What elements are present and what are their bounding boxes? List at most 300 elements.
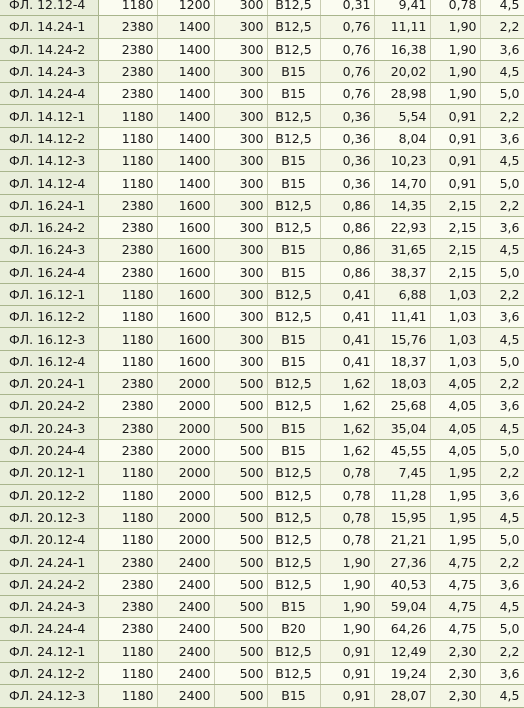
cell-slab-mark: ФЛ. 16.24-4 bbox=[0, 261, 98, 283]
cell-load: 4,5 bbox=[480, 506, 524, 528]
table-row bbox=[0, 395, 524, 417]
cell-volume: 1,62 bbox=[320, 417, 374, 439]
cell-width: 2400 bbox=[157, 596, 214, 618]
cell-width: 2000 bbox=[157, 439, 214, 461]
cell-length: 1180 bbox=[98, 0, 157, 16]
cell-reinforcement-mass: 27,36 bbox=[374, 551, 430, 573]
cell-height: 300 bbox=[214, 172, 267, 194]
cell-volume: 0,86 bbox=[320, 261, 374, 283]
cell-reinforcement-mass: 8,04 bbox=[374, 127, 430, 149]
cell-reinforcement-mass: 6,88 bbox=[374, 283, 430, 305]
cell-weight: 2,15 bbox=[430, 194, 480, 216]
cell-height: 500 bbox=[214, 462, 267, 484]
cell-weight: 1,90 bbox=[430, 83, 480, 105]
cell-concrete-class: B15 bbox=[267, 172, 320, 194]
cell-width: 2000 bbox=[157, 462, 214, 484]
cell-width: 1200 bbox=[157, 0, 214, 16]
cell-width: 2400 bbox=[157, 662, 214, 684]
cell-volume: 0,78 bbox=[320, 506, 374, 528]
cell-weight: 0,91 bbox=[430, 172, 480, 194]
cell-height: 300 bbox=[214, 16, 267, 38]
table-row bbox=[0, 216, 524, 238]
cell-reinforcement-mass: 45,55 bbox=[374, 439, 430, 461]
cell-volume: 0,76 bbox=[320, 16, 374, 38]
cell-slab-mark: ФЛ. 24.24-2 bbox=[0, 573, 98, 595]
table-row bbox=[0, 685, 524, 707]
cell-height: 500 bbox=[214, 573, 267, 595]
cell-weight: 2,15 bbox=[430, 261, 480, 283]
cell-concrete-class: B12,5 bbox=[267, 38, 320, 60]
cell-width: 1400 bbox=[157, 16, 214, 38]
cell-length: 2380 bbox=[98, 60, 157, 82]
cell-load: 2,2 bbox=[480, 283, 524, 305]
cell-width: 1600 bbox=[157, 261, 214, 283]
cell-reinforcement-mass: 31,65 bbox=[374, 239, 430, 261]
cell-width: 1400 bbox=[157, 127, 214, 149]
table-row bbox=[0, 618, 524, 640]
cell-length: 1180 bbox=[98, 350, 157, 372]
cell-height: 500 bbox=[214, 551, 267, 573]
cell-reinforcement-mass: 22,93 bbox=[374, 216, 430, 238]
cell-load: 2,2 bbox=[480, 373, 524, 395]
cell-volume: 0,86 bbox=[320, 216, 374, 238]
cell-width: 1400 bbox=[157, 60, 214, 82]
cell-load: 4,5 bbox=[480, 596, 524, 618]
cell-volume: 0,76 bbox=[320, 60, 374, 82]
cell-slab-mark: ФЛ. 14.24-4 bbox=[0, 83, 98, 105]
cell-load: 2,2 bbox=[480, 194, 524, 216]
table-row bbox=[0, 640, 524, 662]
cell-concrete-class: B12,5 bbox=[267, 529, 320, 551]
cell-weight: 2,30 bbox=[430, 662, 480, 684]
table-row bbox=[0, 239, 524, 261]
cell-width: 2000 bbox=[157, 529, 214, 551]
cell-weight: 1,95 bbox=[430, 529, 480, 551]
cell-height: 500 bbox=[214, 596, 267, 618]
cell-slab-mark: ФЛ. 24.12-1 bbox=[0, 640, 98, 662]
cell-load: 3,6 bbox=[480, 662, 524, 684]
cell-concrete-class: B15 bbox=[267, 596, 320, 618]
cell-length: 2380 bbox=[98, 261, 157, 283]
cell-reinforcement-mass: 64,26 bbox=[374, 618, 430, 640]
cell-reinforcement-mass: 38,37 bbox=[374, 261, 430, 283]
cell-slab-mark: ФЛ. 20.12-4 bbox=[0, 529, 98, 551]
cell-length: 2380 bbox=[98, 551, 157, 573]
cell-height: 300 bbox=[214, 127, 267, 149]
cell-slab-mark: ФЛ. 20.24-3 bbox=[0, 417, 98, 439]
cell-length: 1180 bbox=[98, 105, 157, 127]
cell-volume: 0,78 bbox=[320, 529, 374, 551]
cell-length: 1180 bbox=[98, 662, 157, 684]
cell-concrete-class: B15 bbox=[267, 60, 320, 82]
cell-length: 1180 bbox=[98, 328, 157, 350]
cell-volume: 0,36 bbox=[320, 105, 374, 127]
cell-load: 5,0 bbox=[480, 439, 524, 461]
cell-reinforcement-mass: 40,53 bbox=[374, 573, 430, 595]
cell-slab-mark: ФЛ. 24.12-3 bbox=[0, 685, 98, 707]
cell-load: 4,5 bbox=[480, 685, 524, 707]
cell-length: 1180 bbox=[98, 306, 157, 328]
cell-volume: 0,78 bbox=[320, 484, 374, 506]
cell-length: 2380 bbox=[98, 373, 157, 395]
cell-reinforcement-mass: 11,41 bbox=[374, 306, 430, 328]
cell-volume: 1,90 bbox=[320, 618, 374, 640]
cell-slab-mark: ФЛ. 24.24-1 bbox=[0, 551, 98, 573]
cell-width: 1600 bbox=[157, 306, 214, 328]
table-row bbox=[0, 306, 524, 328]
cell-weight: 2,30 bbox=[430, 640, 480, 662]
table-row bbox=[0, 328, 524, 350]
cell-weight: 2,15 bbox=[430, 216, 480, 238]
cell-length: 2380 bbox=[98, 38, 157, 60]
cell-load: 3,6 bbox=[480, 127, 524, 149]
cell-load: 2,2 bbox=[480, 551, 524, 573]
table-row bbox=[0, 417, 524, 439]
cell-length: 2380 bbox=[98, 239, 157, 261]
cell-volume: 1,62 bbox=[320, 439, 374, 461]
cell-reinforcement-mass: 18,03 bbox=[374, 373, 430, 395]
cell-slab-mark: ФЛ. 24.24-3 bbox=[0, 596, 98, 618]
cell-weight: 1,90 bbox=[430, 60, 480, 82]
cell-reinforcement-mass: 15,95 bbox=[374, 506, 430, 528]
cell-concrete-class: B15 bbox=[267, 83, 320, 105]
cell-height: 300 bbox=[214, 150, 267, 172]
cell-reinforcement-mass: 15,76 bbox=[374, 328, 430, 350]
table-row bbox=[0, 439, 524, 461]
cell-width: 2000 bbox=[157, 373, 214, 395]
cell-concrete-class: B12,5 bbox=[267, 551, 320, 573]
table-row bbox=[0, 38, 524, 60]
cell-reinforcement-mass: 18,37 bbox=[374, 350, 430, 372]
cell-length: 2380 bbox=[98, 573, 157, 595]
cell-weight: 1,90 bbox=[430, 16, 480, 38]
cell-width: 2400 bbox=[157, 640, 214, 662]
cell-width: 2000 bbox=[157, 506, 214, 528]
cell-height: 500 bbox=[214, 506, 267, 528]
table-row bbox=[0, 261, 524, 283]
cell-slab-mark: ФЛ. 20.12-3 bbox=[0, 506, 98, 528]
cell-width: 1600 bbox=[157, 194, 214, 216]
cell-concrete-class: B12,5 bbox=[267, 216, 320, 238]
cell-slab-mark: ФЛ. 16.24-1 bbox=[0, 194, 98, 216]
cell-volume: 0,91 bbox=[320, 685, 374, 707]
cell-height: 300 bbox=[214, 194, 267, 216]
cell-reinforcement-mass: 11,11 bbox=[374, 16, 430, 38]
cell-load: 5,0 bbox=[480, 618, 524, 640]
cell-reinforcement-mass: 7,45 bbox=[374, 462, 430, 484]
cell-slab-mark: ФЛ. 16.24-3 bbox=[0, 239, 98, 261]
table-row bbox=[0, 172, 524, 194]
cell-volume: 0,41 bbox=[320, 350, 374, 372]
table-row bbox=[0, 60, 524, 82]
cell-concrete-class: B12,5 bbox=[267, 373, 320, 395]
cell-height: 500 bbox=[214, 618, 267, 640]
cell-length: 2380 bbox=[98, 83, 157, 105]
cell-concrete-class: B12,5 bbox=[267, 283, 320, 305]
cell-reinforcement-mass: 14,70 bbox=[374, 172, 430, 194]
cell-height: 500 bbox=[214, 417, 267, 439]
cell-volume: 1,90 bbox=[320, 596, 374, 618]
cell-load: 4,5 bbox=[480, 150, 524, 172]
cell-slab-mark: ФЛ. 16.12-2 bbox=[0, 306, 98, 328]
cell-length: 1180 bbox=[98, 150, 157, 172]
cell-width: 1600 bbox=[157, 239, 214, 261]
cell-slab-mark: ФЛ. 12.12-4 bbox=[0, 0, 98, 16]
table-row bbox=[0, 283, 524, 305]
cell-load: 4,5 bbox=[480, 239, 524, 261]
cell-height: 500 bbox=[214, 640, 267, 662]
cell-reinforcement-mass: 10,23 bbox=[374, 150, 430, 172]
cell-volume: 0,36 bbox=[320, 127, 374, 149]
cell-concrete-class: B12,5 bbox=[267, 194, 320, 216]
cell-concrete-class: B15 bbox=[267, 439, 320, 461]
cell-volume: 1,62 bbox=[320, 373, 374, 395]
cell-reinforcement-mass: 21,21 bbox=[374, 529, 430, 551]
cell-volume: 0,36 bbox=[320, 150, 374, 172]
cell-width: 2400 bbox=[157, 618, 214, 640]
cell-volume: 0,78 bbox=[320, 462, 374, 484]
cell-load: 3,6 bbox=[480, 38, 524, 60]
cell-slab-mark: ФЛ. 20.12-2 bbox=[0, 484, 98, 506]
cell-load: 4,5 bbox=[480, 417, 524, 439]
cell-load: 2,2 bbox=[480, 16, 524, 38]
cell-volume: 0,86 bbox=[320, 194, 374, 216]
table-row bbox=[0, 462, 524, 484]
cell-weight: 4,05 bbox=[430, 395, 480, 417]
cell-concrete-class: B12,5 bbox=[267, 462, 320, 484]
cell-reinforcement-mass: 28,07 bbox=[374, 685, 430, 707]
cell-weight: 0,78 bbox=[430, 0, 480, 16]
cell-slab-mark: ФЛ. 14.12-2 bbox=[0, 127, 98, 149]
cell-volume: 0,41 bbox=[320, 328, 374, 350]
cell-weight: 2,15 bbox=[430, 239, 480, 261]
table-row bbox=[0, 194, 524, 216]
cell-length: 1180 bbox=[98, 506, 157, 528]
cell-weight: 1,03 bbox=[430, 328, 480, 350]
cell-concrete-class: B15 bbox=[267, 328, 320, 350]
cell-load: 3,6 bbox=[480, 216, 524, 238]
cell-volume: 0,31 bbox=[320, 0, 374, 16]
table-row bbox=[0, 529, 524, 551]
cell-slab-mark: ФЛ. 20.12-1 bbox=[0, 462, 98, 484]
table-row bbox=[0, 83, 524, 105]
cell-volume: 0,76 bbox=[320, 83, 374, 105]
cell-load: 5,0 bbox=[480, 261, 524, 283]
table-row bbox=[0, 127, 524, 149]
cell-concrete-class: B12,5 bbox=[267, 640, 320, 662]
cell-weight: 1,03 bbox=[430, 283, 480, 305]
cell-slab-mark: ФЛ. 16.24-2 bbox=[0, 216, 98, 238]
cell-width: 2000 bbox=[157, 484, 214, 506]
cell-load: 3,6 bbox=[480, 306, 524, 328]
cell-weight: 1,95 bbox=[430, 506, 480, 528]
cell-concrete-class: B20 bbox=[267, 618, 320, 640]
cell-reinforcement-mass: 5,54 bbox=[374, 105, 430, 127]
cell-load: 5,0 bbox=[480, 172, 524, 194]
cell-width: 1400 bbox=[157, 38, 214, 60]
cell-load: 3,6 bbox=[480, 395, 524, 417]
cell-concrete-class: B12,5 bbox=[267, 484, 320, 506]
cell-load: 2,2 bbox=[480, 640, 524, 662]
cell-length: 1180 bbox=[98, 283, 157, 305]
cell-load: 2,2 bbox=[480, 105, 524, 127]
cell-width: 2400 bbox=[157, 573, 214, 595]
cell-height: 300 bbox=[214, 83, 267, 105]
cell-width: 2400 bbox=[157, 685, 214, 707]
cell-volume: 0,41 bbox=[320, 306, 374, 328]
cell-concrete-class: B12,5 bbox=[267, 395, 320, 417]
cell-length: 1180 bbox=[98, 172, 157, 194]
cell-width: 1600 bbox=[157, 216, 214, 238]
cell-load: 4,5 bbox=[480, 328, 524, 350]
cell-load: 5,0 bbox=[480, 83, 524, 105]
cell-weight: 4,05 bbox=[430, 417, 480, 439]
cell-width: 2000 bbox=[157, 395, 214, 417]
cell-volume: 0,91 bbox=[320, 662, 374, 684]
cell-length: 1180 bbox=[98, 640, 157, 662]
cell-slab-mark: ФЛ. 16.12-4 bbox=[0, 350, 98, 372]
cell-reinforcement-mass: 16,38 bbox=[374, 38, 430, 60]
cell-concrete-class: B12,5 bbox=[267, 0, 320, 16]
cell-slab-mark: ФЛ. 20.24-2 bbox=[0, 395, 98, 417]
cell-width: 1400 bbox=[157, 150, 214, 172]
cell-width: 1400 bbox=[157, 83, 214, 105]
cell-height: 300 bbox=[214, 239, 267, 261]
table-row bbox=[0, 16, 524, 38]
cell-length: 1180 bbox=[98, 127, 157, 149]
cell-length: 2380 bbox=[98, 216, 157, 238]
cell-load: 5,0 bbox=[480, 529, 524, 551]
cell-length: 1180 bbox=[98, 484, 157, 506]
table-row bbox=[0, 350, 524, 372]
cell-length: 2380 bbox=[98, 194, 157, 216]
cell-height: 300 bbox=[214, 350, 267, 372]
cell-height: 500 bbox=[214, 439, 267, 461]
cell-weight: 4,75 bbox=[430, 596, 480, 618]
cell-height: 300 bbox=[214, 283, 267, 305]
cell-load: 3,6 bbox=[480, 573, 524, 595]
cell-slab-mark: ФЛ. 14.12-1 bbox=[0, 105, 98, 127]
cell-height: 500 bbox=[214, 685, 267, 707]
cell-volume: 1,90 bbox=[320, 573, 374, 595]
cell-reinforcement-mass: 11,28 bbox=[374, 484, 430, 506]
cell-reinforcement-mass: 12,49 bbox=[374, 640, 430, 662]
cell-height: 500 bbox=[214, 662, 267, 684]
cell-length: 1180 bbox=[98, 685, 157, 707]
cell-slab-mark: ФЛ. 14.24-2 bbox=[0, 38, 98, 60]
cell-width: 1600 bbox=[157, 283, 214, 305]
cell-weight: 1,03 bbox=[430, 350, 480, 372]
cell-concrete-class: B15 bbox=[267, 150, 320, 172]
table-row bbox=[0, 105, 524, 127]
cell-slab-mark: ФЛ. 16.12-1 bbox=[0, 283, 98, 305]
cell-weight: 0,91 bbox=[430, 105, 480, 127]
table-row bbox=[0, 0, 524, 16]
cell-weight: 1,90 bbox=[430, 38, 480, 60]
cell-load: 4,5 bbox=[480, 60, 524, 82]
cell-volume: 0,91 bbox=[320, 640, 374, 662]
cell-width: 2400 bbox=[157, 551, 214, 573]
cell-volume: 0,76 bbox=[320, 38, 374, 60]
cell-volume: 1,90 bbox=[320, 551, 374, 573]
cell-length: 2380 bbox=[98, 16, 157, 38]
cell-slab-mark: ФЛ. 24.12-2 bbox=[0, 662, 98, 684]
cell-weight: 1,03 bbox=[430, 306, 480, 328]
cell-slab-mark: ФЛ. 20.24-4 bbox=[0, 439, 98, 461]
cell-volume: 0,41 bbox=[320, 283, 374, 305]
cell-reinforcement-mass: 14,35 bbox=[374, 194, 430, 216]
cell-volume: 0,86 bbox=[320, 239, 374, 261]
cell-weight: 4,75 bbox=[430, 618, 480, 640]
cell-height: 300 bbox=[214, 0, 267, 16]
cell-height: 300 bbox=[214, 60, 267, 82]
cell-slab-mark: ФЛ. 14.24-1 bbox=[0, 16, 98, 38]
cell-slab-mark: ФЛ. 16.12-3 bbox=[0, 328, 98, 350]
cell-reinforcement-mass: 59,04 bbox=[374, 596, 430, 618]
cell-length: 2380 bbox=[98, 439, 157, 461]
cell-height: 300 bbox=[214, 306, 267, 328]
cell-width: 1600 bbox=[157, 350, 214, 372]
cell-volume: 0,36 bbox=[320, 172, 374, 194]
cell-reinforcement-mass: 9,41 bbox=[374, 0, 430, 16]
table-row bbox=[0, 373, 524, 395]
cell-length: 2380 bbox=[98, 618, 157, 640]
cell-weight: 0,91 bbox=[430, 127, 480, 149]
cell-slab-mark: ФЛ. 20.24-1 bbox=[0, 373, 98, 395]
cell-concrete-class: B15 bbox=[267, 261, 320, 283]
cell-length: 2380 bbox=[98, 596, 157, 618]
cell-height: 300 bbox=[214, 38, 267, 60]
table-row bbox=[0, 662, 524, 684]
cell-concrete-class: B12,5 bbox=[267, 105, 320, 127]
cell-concrete-class: B12,5 bbox=[267, 662, 320, 684]
cell-weight: 0,91 bbox=[430, 150, 480, 172]
cell-slab-mark: ФЛ. 14.12-4 bbox=[0, 172, 98, 194]
cell-concrete-class: B12,5 bbox=[267, 573, 320, 595]
table-row bbox=[0, 551, 524, 573]
cell-load: 5,0 bbox=[480, 350, 524, 372]
cell-width: 2000 bbox=[157, 417, 214, 439]
cell-concrete-class: B15 bbox=[267, 417, 320, 439]
cell-load: 2,2 bbox=[480, 462, 524, 484]
cell-slab-mark: ФЛ. 14.12-3 bbox=[0, 150, 98, 172]
cell-reinforcement-mass: 20,02 bbox=[374, 60, 430, 82]
cell-height: 500 bbox=[214, 373, 267, 395]
table-row bbox=[0, 150, 524, 172]
cell-length: 1180 bbox=[98, 462, 157, 484]
cell-width: 1400 bbox=[157, 172, 214, 194]
cell-weight: 4,75 bbox=[430, 573, 480, 595]
cell-concrete-class: B15 bbox=[267, 685, 320, 707]
cell-slab-mark: ФЛ. 14.24-3 bbox=[0, 60, 98, 82]
cell-concrete-class: B12,5 bbox=[267, 16, 320, 38]
cell-weight: 1,95 bbox=[430, 484, 480, 506]
cell-concrete-class: B12,5 bbox=[267, 306, 320, 328]
cell-concrete-class: B12,5 bbox=[267, 506, 320, 528]
table-row bbox=[0, 596, 524, 618]
cell-volume: 1,62 bbox=[320, 395, 374, 417]
cell-height: 300 bbox=[214, 105, 267, 127]
cell-weight: 1,95 bbox=[430, 462, 480, 484]
cell-concrete-class: B12,5 bbox=[267, 127, 320, 149]
cell-reinforcement-mass: 19,24 bbox=[374, 662, 430, 684]
cell-weight: 4,75 bbox=[430, 551, 480, 573]
cell-concrete-class: B15 bbox=[267, 350, 320, 372]
cell-concrete-class: B15 bbox=[267, 239, 320, 261]
cell-height: 500 bbox=[214, 395, 267, 417]
cell-height: 300 bbox=[214, 216, 267, 238]
cell-load: 3,6 bbox=[480, 484, 524, 506]
